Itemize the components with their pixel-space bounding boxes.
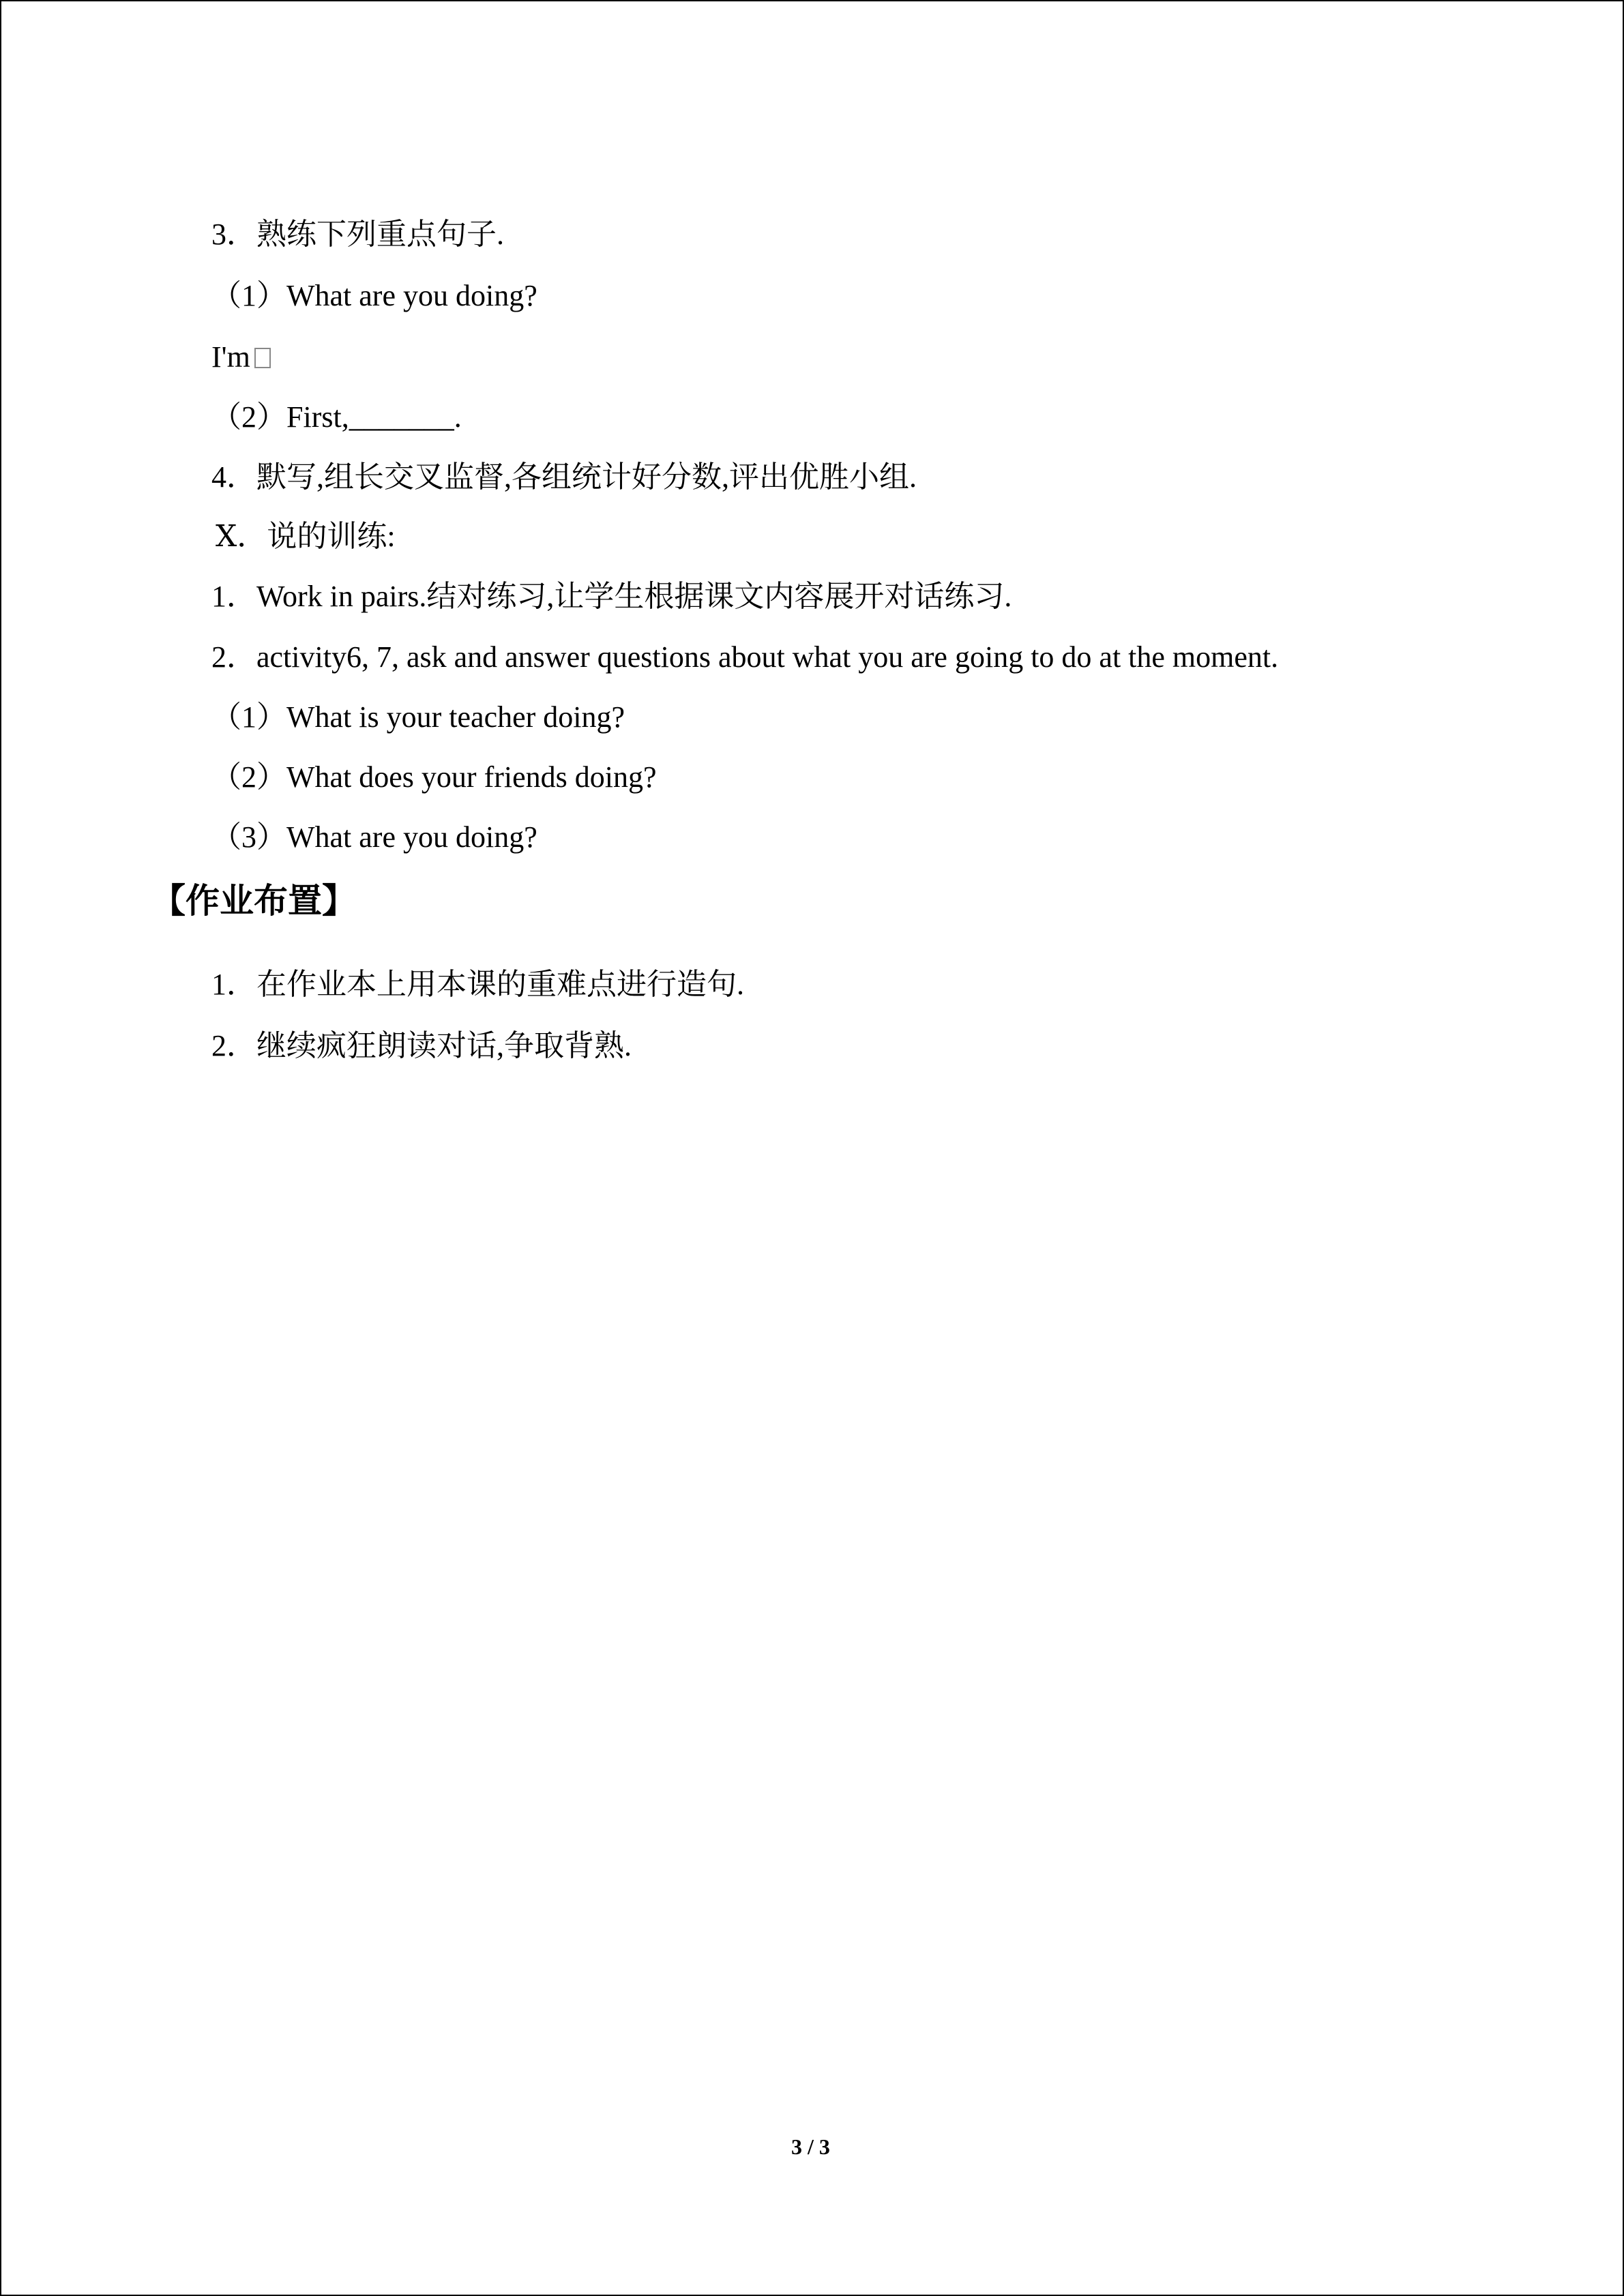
homework-heading: 【作业布置】 bbox=[151, 881, 356, 921]
speaking-title: Ⅹ．说的训练: bbox=[216, 520, 396, 553]
practice-answer-text: I'm bbox=[211, 340, 250, 374]
page-number: 3 / 3 bbox=[791, 2134, 830, 2159]
speaking-question-2: （2）What does your friends doing? bbox=[211, 760, 657, 794]
homework-item-2: 2．继续疯狂朗读对话,争取背熟. bbox=[211, 1029, 632, 1062]
speaking-question-3: （3）What are you doing? bbox=[211, 820, 537, 854]
speaking-item-2: 2．activity6, 7, ask and answer questions about what you are going to do at the moment. bbox=[211, 640, 1279, 674]
practice-item-3: 3．熟练下列重点句子. bbox=[211, 218, 504, 251]
practice-answer-line bbox=[211, 342, 271, 372]
practice-question-2: （2）First,_______. bbox=[211, 400, 462, 434]
homework-item-1: 1．在作业本上用本课的重难点进行造句. bbox=[211, 968, 744, 1001]
speaking-question-1: （1）What is your teacher doing? bbox=[211, 700, 625, 734]
missing-glyph-box-icon bbox=[254, 348, 271, 368]
speaking-item-1: 1．Work in pairs.结对练习,让学生根据课文内容展开对话练习. bbox=[211, 580, 1012, 613]
practice-item-4: 4．默写,组长交叉监督,各组统计好分数,评出优胜小组. bbox=[211, 460, 917, 494]
practice-question-1: （1）What are you doing? bbox=[211, 279, 537, 312]
